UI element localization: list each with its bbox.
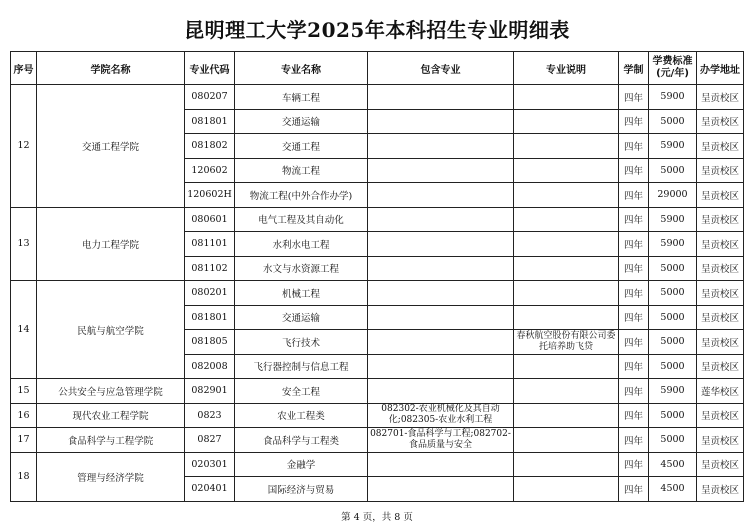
table-row bbox=[11, 207, 744, 232]
years-cell: 四年 bbox=[619, 256, 649, 281]
includes-cell bbox=[368, 354, 514, 379]
code-cell: 020301 bbox=[185, 452, 235, 477]
code-cell: 120602 bbox=[185, 158, 235, 183]
includes-cell bbox=[368, 452, 514, 477]
campus-cell: 呈贡校区 bbox=[697, 330, 744, 355]
major-cell: 物流工程(中外合作办学) bbox=[235, 183, 368, 208]
note-cell bbox=[514, 158, 619, 183]
table-row bbox=[11, 281, 744, 306]
note-cell bbox=[514, 207, 619, 232]
code-cell: 080207 bbox=[185, 85, 235, 110]
years-cell: 四年 bbox=[619, 428, 649, 453]
major-cell: 农业工程类 bbox=[235, 403, 368, 428]
includes-cell: 082701-食品科学与工程;082702-食品质量与安全 bbox=[368, 428, 514, 453]
seq-cell: 18 bbox=[11, 452, 37, 501]
college-cell: 电力工程学院 bbox=[37, 207, 185, 281]
major-cell: 交通运输 bbox=[235, 109, 368, 134]
code-cell: 080601 bbox=[185, 207, 235, 232]
fee-cell: 29000 bbox=[649, 183, 697, 208]
code-cell: 0827 bbox=[185, 428, 235, 453]
page-title: 昆明理工大学2025年本科招生专业明细表 bbox=[184, 18, 570, 42]
includes-cell bbox=[368, 158, 514, 183]
header-note: 专业说明 bbox=[514, 52, 619, 85]
major-cell: 水文与水资源工程 bbox=[235, 256, 368, 281]
campus-cell: 呈贡校区 bbox=[697, 85, 744, 110]
code-cell: 082901 bbox=[185, 379, 235, 404]
years-cell: 四年 bbox=[619, 85, 649, 110]
note-cell bbox=[514, 134, 619, 159]
code-cell: 081802 bbox=[185, 134, 235, 159]
table-row bbox=[11, 85, 744, 110]
note-cell bbox=[514, 256, 619, 281]
fee-cell: 4500 bbox=[649, 452, 697, 477]
years-cell: 四年 bbox=[619, 207, 649, 232]
code-cell: 020401 bbox=[185, 477, 235, 502]
header-includes: 包含专业 bbox=[368, 52, 514, 85]
note-cell bbox=[514, 354, 619, 379]
code-cell: 081801 bbox=[185, 305, 235, 330]
years-cell: 四年 bbox=[619, 232, 649, 257]
campus-cell: 呈贡校区 bbox=[697, 428, 744, 453]
years-cell: 四年 bbox=[619, 134, 649, 159]
note-cell bbox=[514, 183, 619, 208]
college-cell: 现代农业工程学院 bbox=[37, 403, 185, 428]
fee-cell: 5900 bbox=[649, 85, 697, 110]
years-cell: 四年 bbox=[619, 452, 649, 477]
includes-cell bbox=[368, 330, 514, 355]
code-cell: 120602H bbox=[185, 183, 235, 208]
major-cell: 交通运输 bbox=[235, 305, 368, 330]
fee-cell: 5000 bbox=[649, 403, 697, 428]
college-cell: 交通工程学院 bbox=[37, 85, 185, 208]
fee-cell: 5000 bbox=[649, 158, 697, 183]
fee-cell: 5000 bbox=[649, 281, 697, 306]
note-cell bbox=[514, 305, 619, 330]
campus-cell: 呈贡校区 bbox=[697, 477, 744, 502]
major-cell: 食品科学与工程类 bbox=[235, 428, 368, 453]
major-cell: 物流工程 bbox=[235, 158, 368, 183]
note-cell bbox=[514, 85, 619, 110]
header-row bbox=[11, 52, 744, 85]
campus-cell: 呈贡校区 bbox=[697, 256, 744, 281]
fee-cell: 5000 bbox=[649, 305, 697, 330]
code-cell: 081805 bbox=[185, 330, 235, 355]
major-cell: 交通工程 bbox=[235, 134, 368, 159]
includes-cell bbox=[368, 477, 514, 502]
note-cell bbox=[514, 281, 619, 306]
campus-cell: 呈贡校区 bbox=[697, 207, 744, 232]
fee-cell: 5000 bbox=[649, 256, 697, 281]
code-cell: 081102 bbox=[185, 256, 235, 281]
seq-cell: 13 bbox=[11, 207, 37, 281]
years-cell: 四年 bbox=[619, 330, 649, 355]
note-cell bbox=[514, 109, 619, 134]
note-cell bbox=[514, 379, 619, 404]
header-college: 学院名称 bbox=[37, 52, 185, 85]
campus-cell: 呈贡校区 bbox=[697, 452, 744, 477]
major-cell: 国际经济与贸易 bbox=[235, 477, 368, 502]
major-cell: 安全工程 bbox=[235, 379, 368, 404]
college-cell: 公共安全与应急管理学院 bbox=[37, 379, 185, 404]
includes-cell bbox=[368, 232, 514, 257]
table-row bbox=[11, 379, 744, 404]
major-cell: 电气工程及其自动化 bbox=[235, 207, 368, 232]
years-cell: 四年 bbox=[619, 158, 649, 183]
note-cell bbox=[514, 428, 619, 453]
campus-cell: 呈贡校区 bbox=[697, 109, 744, 134]
years-cell: 四年 bbox=[619, 403, 649, 428]
seq-cell: 15 bbox=[11, 379, 37, 404]
code-cell: 082008 bbox=[185, 354, 235, 379]
fee-cell: 5000 bbox=[649, 428, 697, 453]
years-cell: 四年 bbox=[619, 109, 649, 134]
seq-cell: 12 bbox=[11, 85, 37, 208]
major-cell: 车辆工程 bbox=[235, 85, 368, 110]
campus-cell: 呈贡校区 bbox=[697, 232, 744, 257]
header-fee: 学费标准 (元/年) bbox=[649, 52, 697, 85]
includes-cell bbox=[368, 256, 514, 281]
code-cell: 081101 bbox=[185, 232, 235, 257]
includes-cell bbox=[368, 109, 514, 134]
majors-table bbox=[10, 51, 744, 502]
years-cell: 四年 bbox=[619, 354, 649, 379]
years-cell: 四年 bbox=[619, 305, 649, 330]
college-cell: 食品科学与工程学院 bbox=[37, 428, 185, 453]
years-cell: 四年 bbox=[619, 379, 649, 404]
seq-cell: 17 bbox=[11, 428, 37, 453]
note-cell bbox=[514, 403, 619, 428]
college-cell: 管理与经济学院 bbox=[37, 452, 185, 501]
years-cell: 四年 bbox=[619, 281, 649, 306]
code-cell: 0823 bbox=[185, 403, 235, 428]
page-footer: 第 4 页，共 8 页 bbox=[341, 512, 413, 523]
note-cell bbox=[514, 232, 619, 257]
includes-cell bbox=[368, 85, 514, 110]
campus-cell: 呈贡校区 bbox=[697, 305, 744, 330]
campus-cell: 呈贡校区 bbox=[697, 183, 744, 208]
includes-cell bbox=[368, 134, 514, 159]
fee-cell: 5900 bbox=[649, 379, 697, 404]
header-code: 专业代码 bbox=[185, 52, 235, 85]
seq-cell: 16 bbox=[11, 403, 37, 428]
years-cell: 四年 bbox=[619, 477, 649, 502]
table-body bbox=[11, 85, 744, 502]
major-cell: 水利水电工程 bbox=[235, 232, 368, 257]
campus-cell: 呈贡校区 bbox=[697, 403, 744, 428]
includes-cell bbox=[368, 207, 514, 232]
table-row bbox=[11, 403, 744, 428]
includes-cell bbox=[368, 305, 514, 330]
fee-cell: 5000 bbox=[649, 354, 697, 379]
fee-cell: 5900 bbox=[649, 134, 697, 159]
major-cell: 机械工程 bbox=[235, 281, 368, 306]
fee-cell: 5000 bbox=[649, 109, 697, 134]
campus-cell: 呈贡校区 bbox=[697, 134, 744, 159]
code-cell: 081801 bbox=[185, 109, 235, 134]
campus-cell: 呈贡校区 bbox=[697, 158, 744, 183]
note-cell bbox=[514, 477, 619, 502]
campus-cell: 呈贡校区 bbox=[697, 281, 744, 306]
major-cell: 飞行技术 bbox=[235, 330, 368, 355]
note-cell bbox=[514, 452, 619, 477]
header-seq: 序号 bbox=[11, 52, 37, 85]
includes-cell: 082302-农业机械化及其自动化;082305-农业水利工程 bbox=[368, 403, 514, 428]
note-cell: 春秋航空股份有限公司委托培养助飞贷 bbox=[514, 330, 619, 355]
campus-cell: 呈贡校区 bbox=[697, 354, 744, 379]
years-cell: 四年 bbox=[619, 183, 649, 208]
table-row bbox=[11, 452, 744, 477]
header-campus: 办学地址 bbox=[697, 52, 744, 85]
fee-cell: 5000 bbox=[649, 330, 697, 355]
code-cell: 080201 bbox=[185, 281, 235, 306]
table-row bbox=[11, 428, 744, 453]
includes-cell bbox=[368, 379, 514, 404]
includes-cell bbox=[368, 281, 514, 306]
seq-cell: 14 bbox=[11, 281, 37, 379]
header-major: 专业名称 bbox=[235, 52, 368, 85]
fee-cell: 5900 bbox=[649, 207, 697, 232]
includes-cell bbox=[368, 183, 514, 208]
fee-cell: 5900 bbox=[649, 232, 697, 257]
header-years: 学制 bbox=[619, 52, 649, 85]
college-cell: 民航与航空学院 bbox=[37, 281, 185, 379]
campus-cell: 莲华校区 bbox=[697, 379, 744, 404]
major-cell: 飞行器控制与信息工程 bbox=[235, 354, 368, 379]
major-cell: 金融学 bbox=[235, 452, 368, 477]
fee-cell: 4500 bbox=[649, 477, 697, 502]
